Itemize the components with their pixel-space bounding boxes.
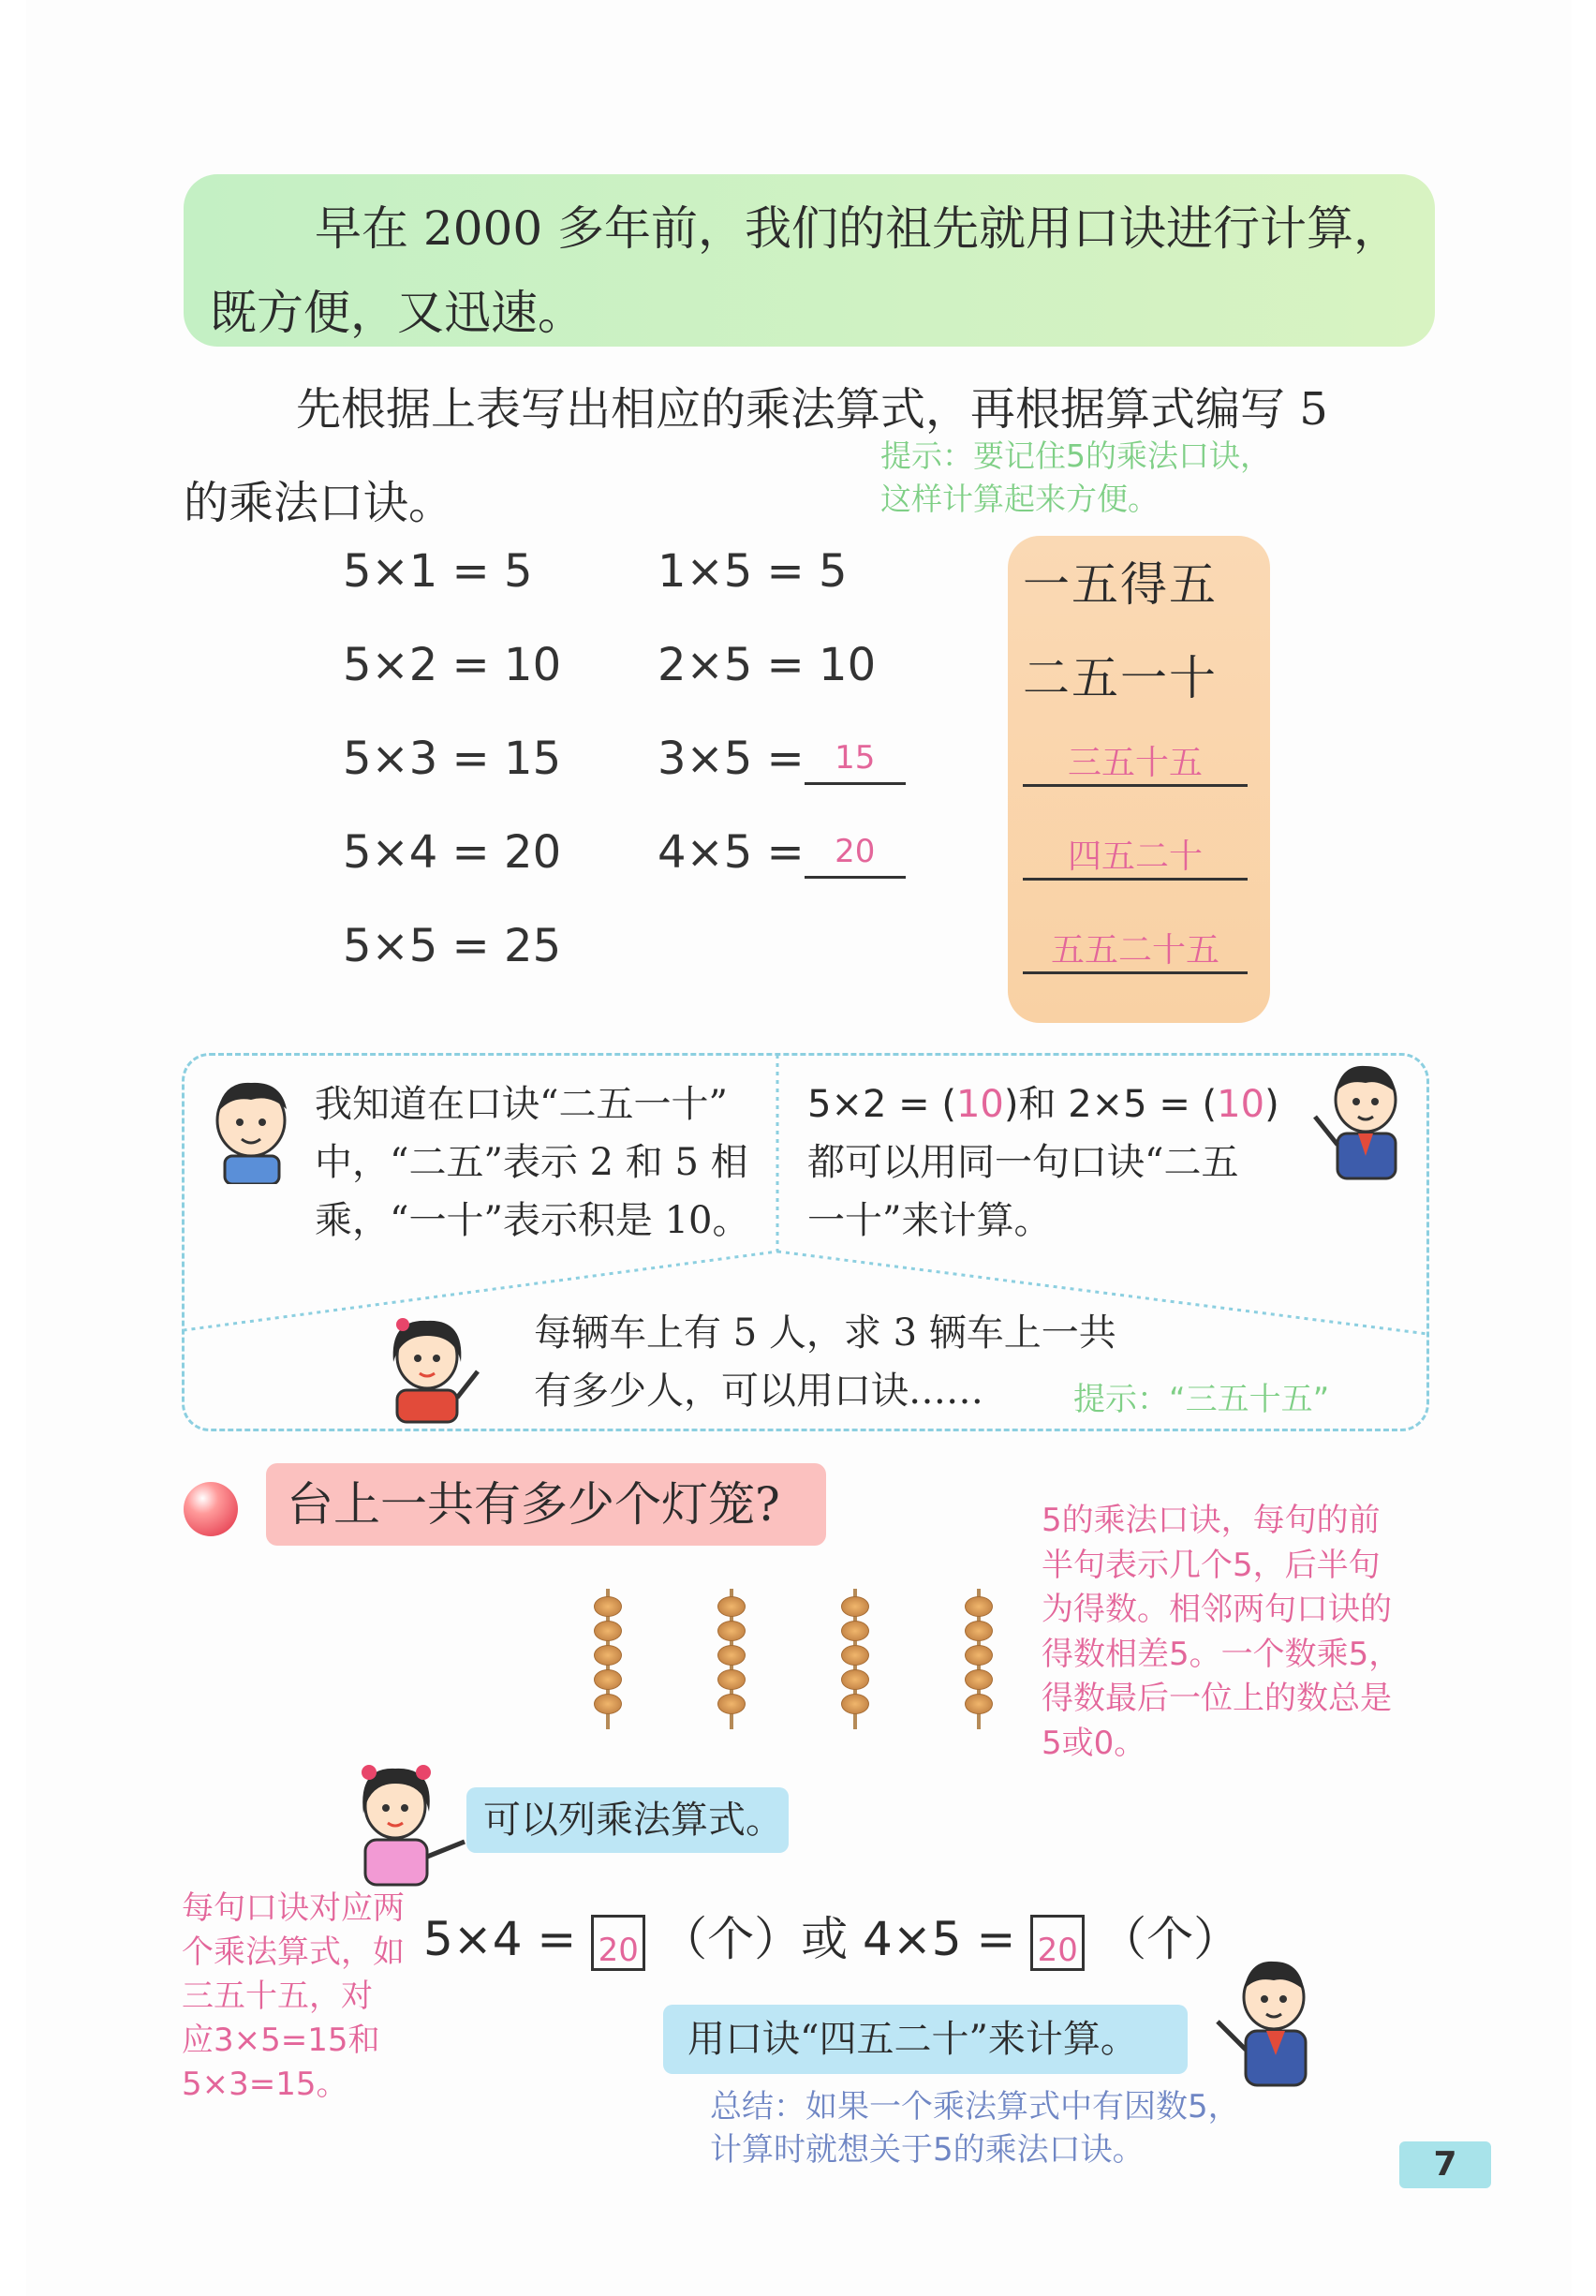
lantern-icon [965,1669,993,1690]
answer-box-2[interactable] [1030,1915,1085,1971]
lantern-column [965,1589,993,1729]
answer-blank[interactable] [805,829,906,879]
lantern-icon [841,1694,869,1714]
summary [710,2085,1240,2171]
note-left-line: 5×3=15。 [182,2066,348,2103]
lantern-icon [965,1596,993,1617]
boy1-line-3: 乘，“一十”表示积是 10。 [315,1199,750,1242]
note-left-line: 三五十五，对 [182,1978,373,2015]
lantern-icon [717,1596,746,1617]
lantern-icon [594,1596,622,1617]
boy2-line-2: 一十”来计算。 [807,1199,1052,1242]
rhyme-blank-3[interactable] [1023,781,1248,787]
equation-left-2: 5×2 = 10 [343,639,562,691]
rhyme-1: 一五得五 [1023,557,1218,612]
lantern-icon [965,1694,993,1714]
note-right-line: 为得数。相邻两句口诀的 [1042,1591,1392,1628]
rhyme-blank-4[interactable] [1023,875,1248,881]
answer-value-1: 20 [598,1931,639,1969]
equation-left-5: 5×5 = 25 [343,920,562,972]
boy2-eq-answer-1: 10 [955,1083,1004,1126]
equation-left-3: 5×3 = 15 [343,733,562,785]
dialogue-hint: 提示：“三五十五” [1073,1381,1330,1418]
calc-expr-2: 4×5 = [863,1912,1016,1966]
calc-unit-2: （个） [1100,1912,1241,1966]
note-right-line: 半句表示几个5，后半句 [1042,1546,1381,1584]
boy2-equation [807,1075,1279,1133]
rhyme-answer-3: 三五十五 [1067,744,1203,782]
girl-say-box: 可以列乘法算式。 [466,1787,789,1853]
calc-expr-1: 5×4 = [423,1912,577,1966]
note-right-line: 5或0。 [1042,1724,1146,1762]
boy2-speech [807,1075,1279,1250]
note-right-line: 得数相差5。一个数乘5， [1042,1635,1401,1673]
task-line-2: 的乘法口诀。 [184,477,454,529]
lantern-icon [594,1669,622,1690]
intro-line-1: 早在 2000 多年前，我们的祖先就用口诀进行计算， [315,201,1401,256]
summary-line-2: 计算时就想关于5的乘法口诀。 [710,2131,1145,2169]
boy1-speech [315,1075,750,1250]
answer-value: 15 [835,739,876,777]
girl-pointing-icon [377,1311,481,1424]
hint-top [880,435,1271,521]
equation-right-1: 1×5 = 5 [658,545,848,598]
boy2-eq-part-a: 5×2 = ( [807,1083,956,1126]
lantern-icon [717,1621,746,1641]
boy2-line-1: 都可以用同一句口诀“二五 [807,1141,1239,1184]
boy2-eq-answer-2: 10 [1217,1083,1265,1126]
lantern-icon [841,1621,869,1641]
equation-right-2: 2×5 = 10 [658,639,877,691]
note-left-line: 个乘法算式，如 [182,1933,405,1971]
note-right-line: 得数最后一位上的数总是 [1042,1680,1392,1717]
equation-right-4 [658,826,906,879]
equation-right-4-expr: 4×5 = [658,826,805,879]
lantern-icon [841,1645,869,1666]
lantern-icon [717,1645,746,1666]
calculation-line [423,1902,1240,1971]
boy1-line-1: 我知道在口诀“二五一十” [315,1083,728,1126]
boy-thinking-icon [204,1075,296,1184]
hint-top-line-2: 这样计算起来方便。 [880,481,1159,517]
lantern-icon [965,1645,993,1666]
girl-line-2: 有多少人，可以用口诀…… [534,1370,983,1413]
page-number: 7 [1399,2141,1491,2188]
boy1-line-2: 中，“二五”表示 2 和 5 相 [315,1141,748,1184]
answer-box-1[interactable] [591,1915,645,1971]
note-left [182,1887,416,2107]
calc-unit-1: （个）或 [660,1912,849,1966]
boy2-eq-part-b: )和 2×5 = ( [1003,1083,1218,1126]
lantern-column [717,1589,746,1729]
girl-speech [534,1304,1116,1420]
rhyme-blank-5[interactable] [1023,969,1248,974]
boy2-eq-part-c: ) [1264,1083,1279,1126]
note-right [1042,1499,1435,1766]
equation-right-3-expr: 3×5 = [658,733,805,785]
girl-line-1: 每辆车上有 5 人，求 3 辆车上一共 [534,1311,1116,1355]
task-line-1: 先根据上表写出相应的乘法算式，再根据算式编写 5 [296,383,1328,436]
question-title: 台上一共有多少个灯笼? [266,1463,826,1546]
summary-line-1: 总结：如果一个乘法算式中有因数5， [710,2088,1240,2126]
lantern-column [841,1589,869,1729]
lantern-icon [841,1596,869,1617]
boy-pointing-icon [1212,1952,1321,2093]
girl-pointing-icon [348,1757,468,1889]
answer-value-2: 20 [1037,1931,1078,1969]
note-left-line: 应3×5=15和 [182,2022,380,2059]
boy-say-box: 用口诀“四五二十”来计算。 [663,2005,1188,2074]
equation-right-3 [658,733,906,785]
lantern-icon [594,1694,622,1714]
note-left-line: 每句口诀对应两 [182,1889,405,1927]
boy-pointing-icon [1309,1059,1411,1182]
lantern-icon [717,1694,746,1714]
rhyme-answer-4: 四五二十 [1067,837,1203,876]
lantern-icon [717,1669,746,1690]
rhyme-2: 二五一十 [1023,651,1218,705]
lantern-icon [841,1669,869,1690]
answer-value: 20 [835,833,876,870]
equation-left-4: 5×4 = 20 [343,826,562,879]
answer-blank[interactable] [805,735,906,785]
hint-top-line-1: 提示：要记住5的乘法口诀， [880,437,1271,474]
lantern-icon [594,1621,622,1641]
note-right-line: 5的乘法口诀，每句的前 [1042,1502,1381,1539]
intro-line-2: 既方便，又迅速。 [210,286,584,340]
rhyme-answer-5: 五五二十五 [1050,931,1219,970]
bullet-icon [184,1482,238,1536]
lantern-icon [965,1621,993,1641]
intro-banner [184,174,1435,347]
lantern-column [594,1589,622,1729]
lantern-icon [594,1645,622,1666]
equation-left-1: 5×1 = 5 [343,545,533,598]
